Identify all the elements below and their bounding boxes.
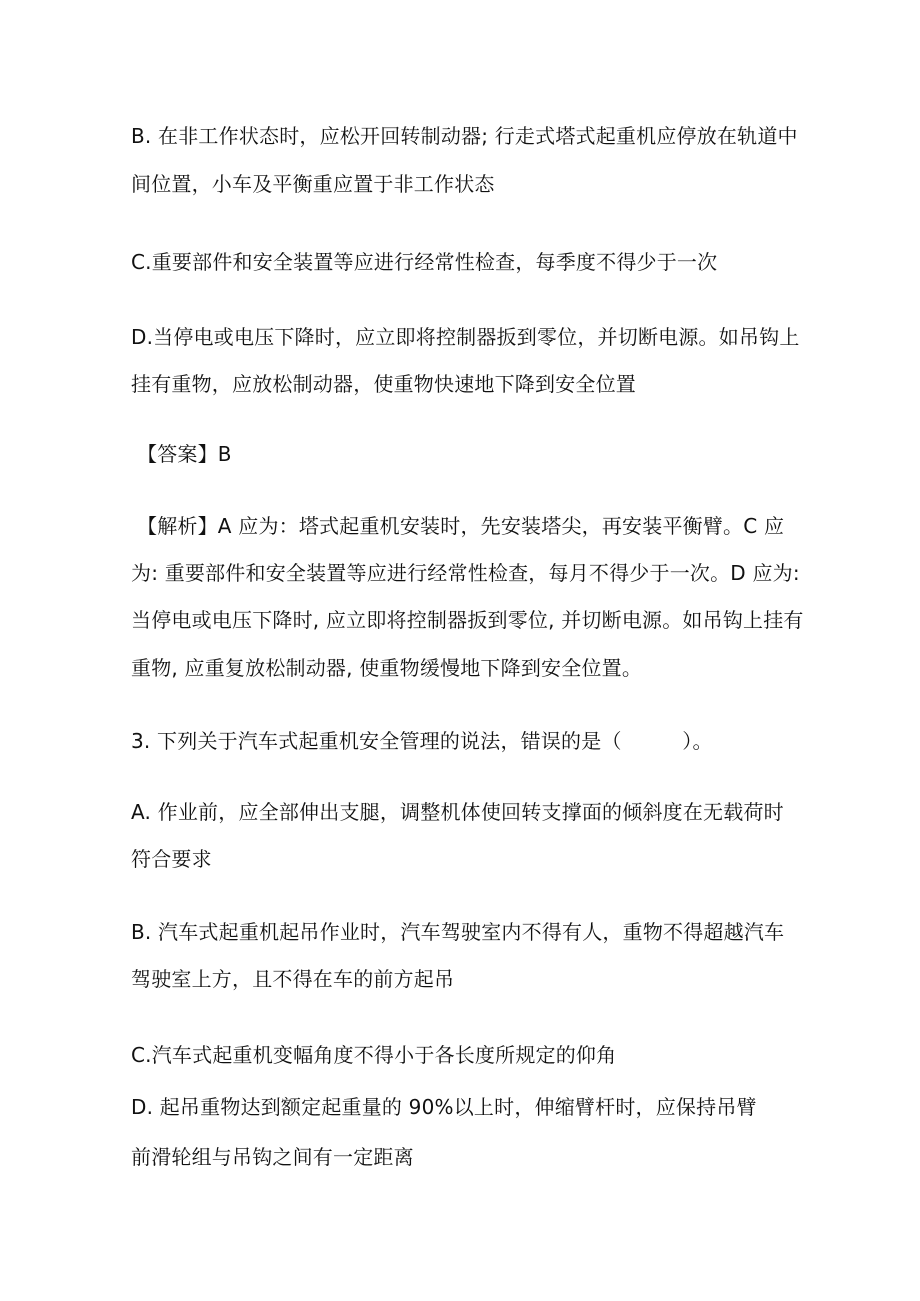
q3-option-c-line: C.汽车式起重机变幅角度不得小于各长度所规定的仰角 <box>131 1043 617 1067</box>
option-d-line-1: D.当停电或电压下降时，应立即将控制器扳到零位，并切断电源。如吊钩上 <box>131 325 800 349</box>
q3-option-a-line-2: 符合要求 <box>131 847 212 871</box>
analysis-line-3: 当停电或电压下降时, 应立即将控制器扳到零位, 并切断电源。如吊钩上挂有 <box>131 608 804 632</box>
analysis-line-1: 【解析】A 应为：塔式起重机安装时，先安装塔尖，再安装平衡臂。C 应 <box>137 514 785 538</box>
q3-option-d-line-2: 前滑轮组与吊钩之间有一定距离 <box>131 1145 414 1169</box>
q3-option-b-line-2: 驾驶室上方，且不得在车的前方起吊 <box>131 967 455 991</box>
option-d-line-2: 挂有重物，应放松制动器，使重物快速地下降到安全位置 <box>131 372 636 396</box>
option-c-line: C.重要部件和安全装置等应进行经常性检查，每季度不得少于一次 <box>131 250 718 274</box>
answer-line: 【答案】B <box>137 442 232 466</box>
option-b-line-1: B. 在非工作状态时，应松开回转制动器; 行走式塔式起重机应停放在轨道中 <box>131 124 798 148</box>
analysis-line-2: 为: 重要部件和安全装置等应进行经常性检查，每月不得少于一次。D 应为: <box>131 561 800 585</box>
option-b-line-2: 间位置，小车及平衡重应置于非工作状态 <box>131 172 495 196</box>
analysis-line-4: 重物, 应重复放松制动器, 使重物缓慢地下降到安全位置。 <box>131 656 643 680</box>
q3-option-d-line-1: D. 起吊重物达到额定起重量的 90%以上时，伸缩臂杆时，应保持吊臂 <box>131 1095 757 1119</box>
q3-option-a-line-1: A. 作业前，应全部伸出支腿，调整机体使回转支撑面的倾斜度在无载荷时 <box>131 800 784 824</box>
q3-option-b-line-1: B. 汽车式起重机起吊作业时，汽车驾驶室内不得有人，重物不得超越汽车 <box>131 920 785 944</box>
question-3-stem: 3. 下列关于汽车式起重机安全管理的说法，错误的是（ ）。 <box>131 729 713 753</box>
